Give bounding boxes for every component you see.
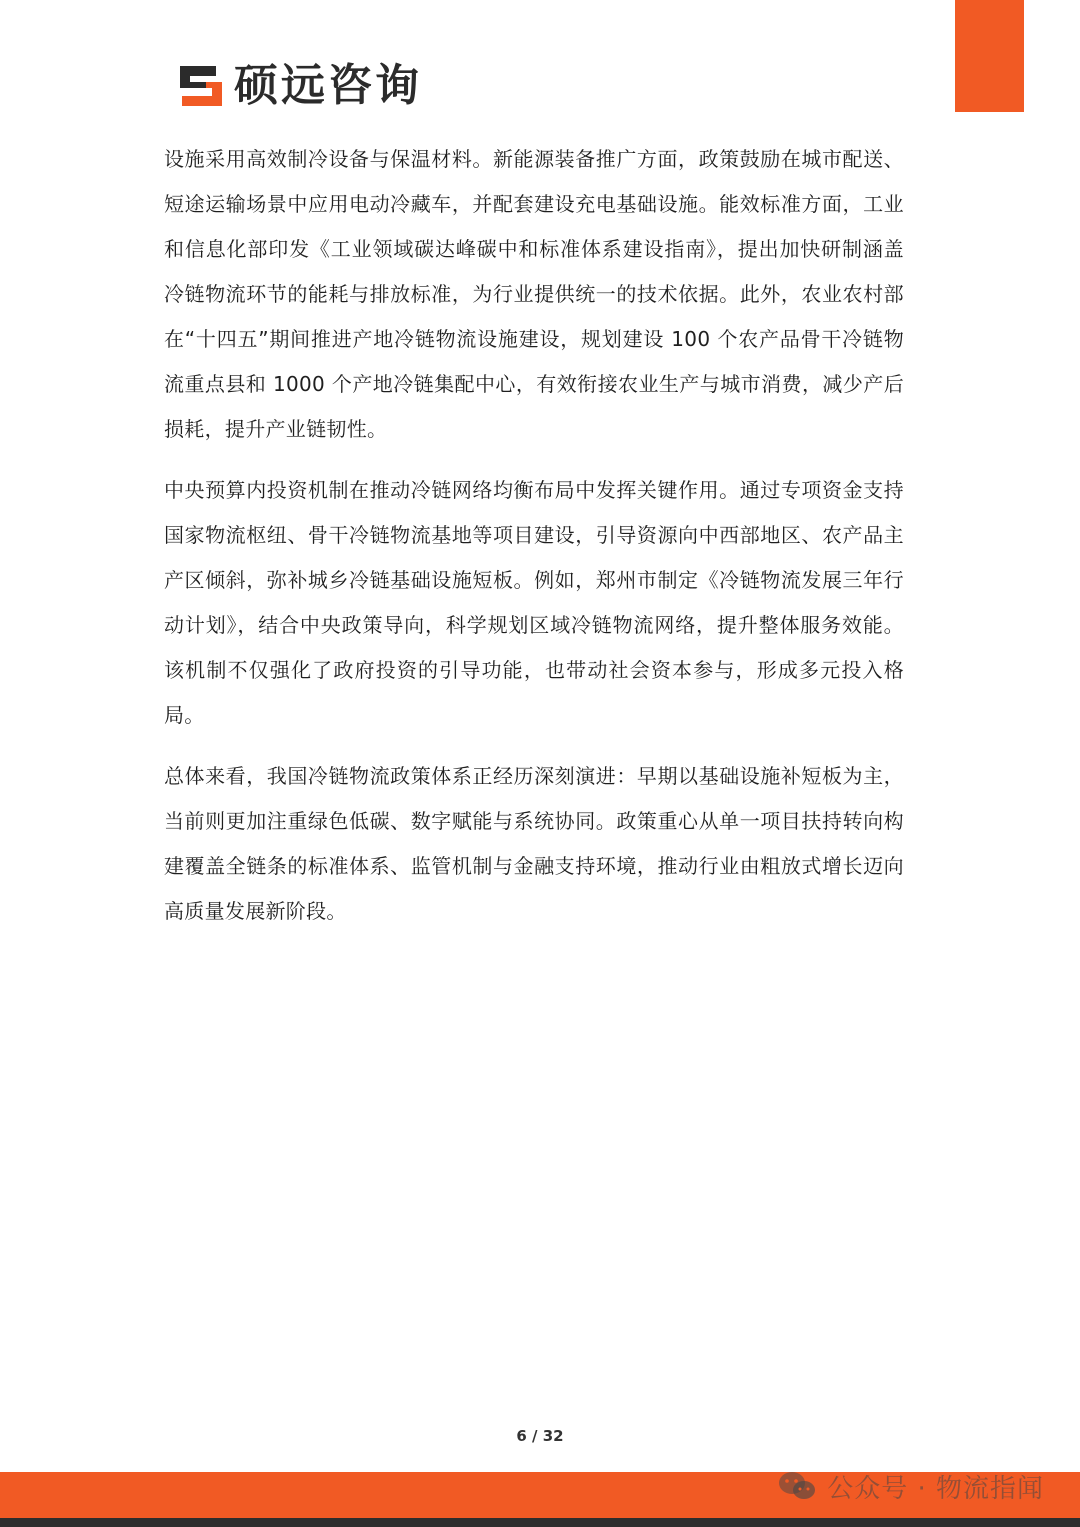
paragraph-2: 中央预算内投资机制在推动冷链网络均衡布局中发挥关键作用。通过专项资金支持国家物流枢纽、骨干冷链物流基地等项目建设，引导资源向中西部地区、农产品主产区倾斜，弥补城乡冷链基础设施短板。例如，郑州市制定《冷链物流发展三年行动计划》，结合中央政策导向，科学规划区域冷链物流网络，提升整体服务效能。该机制不仅强化了政府投资的引导功能，也带动社会资本参与，形成多元投入格局。 [164,478,904,727]
document-body [164,137,904,950]
brand-logo-icon [176,62,226,110]
corner-accent-block [955,0,1024,112]
paragraph-1: 设施采用高效制冷设备与保温材料。新能源装备推广方面，政策鼓励在城市配送、短途运输场景中应用电动冷藏车，并配套建设充电基础设施。能效标准方面，工业和信息化部印发《工业领域碳达峰碳中和标准体系建设指南》，提出加快研制涵盖冷链物流环节的能耗与排放标准，为行业提供统一的技术依据。此外，农业农村部在“十四五”期间推进产地冷链物流设施建设，规划建设 100 个农产品骨干冷链物流重点县和 1000 个产地冷链集配中心，有效衔接农业生产与城市消费，减少产后损耗，提升产业链韧性。 [164,147,904,441]
wechat-icon [777,1470,817,1502]
paragraph-3: 总体来看，我国冷链物流政策体系正经历深刻演进：早期以基础设施补短板为主，当前则更加注重绿色低碳、数字赋能与系统协同。政策重心从单一项目扶持转向构建覆盖全链条的标准体系、监管机制与金融支持环境，推动行业由粗放式增长迈向高质量发展新阶段。 [164,764,904,923]
footer-dark-strip [0,1518,1080,1527]
watermark-text: 公众号 · 物流指闻 [827,1473,1044,1504]
page-number: 6 / 32 [516,1427,564,1445]
brand-logo [176,58,422,114]
watermark [777,1466,1044,1506]
brand-name: 硕远咨询 [234,60,422,111]
